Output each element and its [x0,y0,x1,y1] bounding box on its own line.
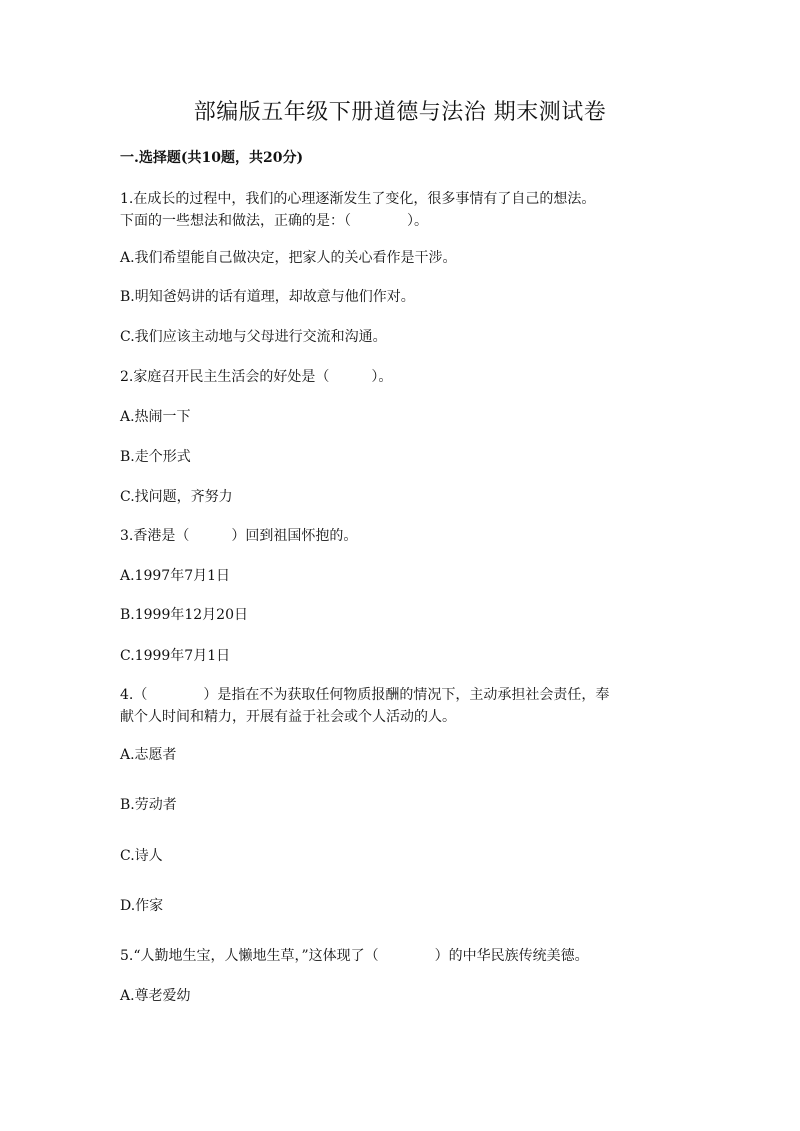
question-1-option-a: A.我们希望能自己做决定，把家人的关心看作是干涉。 [120,250,457,266]
question-3-option-a: A.1997年7月1日 [120,568,231,584]
question-5-stem: 5.“人勤地生宝，人懒地生草，”这体现了（ ）的中华民族传统美德。 [120,948,589,964]
question-1-stem-line-2: 下面的一些想法和做法，正确的是：（ ）。 [120,213,428,229]
question-1-option-b: B.明知爸妈讲的话有道理，却故意与他们作对。 [120,289,415,305]
question-1-stem [120,188,695,232]
question-2-option-a: A.热闹一下 [120,409,191,425]
exam-title: 部编版五年级下册道德与法治 期末测试卷 [193,100,607,125]
question-3-option-c: C.1999年7月1日 [120,648,231,664]
question-4-stem [120,684,695,728]
question-3-stem: 3.香港是（ ）回到祖国怀抱的。 [120,528,358,544]
question-4-option-a: A.志愿者 [120,747,177,763]
question-2-option-c: C.找问题，齐努力 [120,489,233,505]
question-4-option-b: B.劳动者 [120,797,177,813]
question-3-option-b: B.1999年12月20日 [120,607,248,623]
question-4-stem-line-1: 4.（ ）是指在不为获取任何物质报酬的情况下，主动承担社会责任，奉 [120,687,610,703]
question-5-option-a: A.尊老爱幼 [120,988,191,1004]
question-1-stem-line-1: 1.在成长的过程中，我们的心理逐渐发生了变化，很多事情有了自己的想法。 [120,191,596,207]
question-4-option-d: D.作家 [120,898,164,914]
section-heading-multiple-choice: 一.选择题(共10题，共20分) [120,150,304,166]
question-2-option-b: B.走个形式 [120,449,191,465]
question-1-option-c: C.我们应该主动地与父母进行交流和沟通。 [120,329,387,345]
question-2-stem: 2.家庭召开民主生活会的好处是（ ）。 [120,369,393,385]
question-4-option-c: C.诗人 [120,848,163,864]
question-4-stem-line-2: 献个人时间和精力，开展有益于社会或个人活动的人。 [120,709,456,725]
